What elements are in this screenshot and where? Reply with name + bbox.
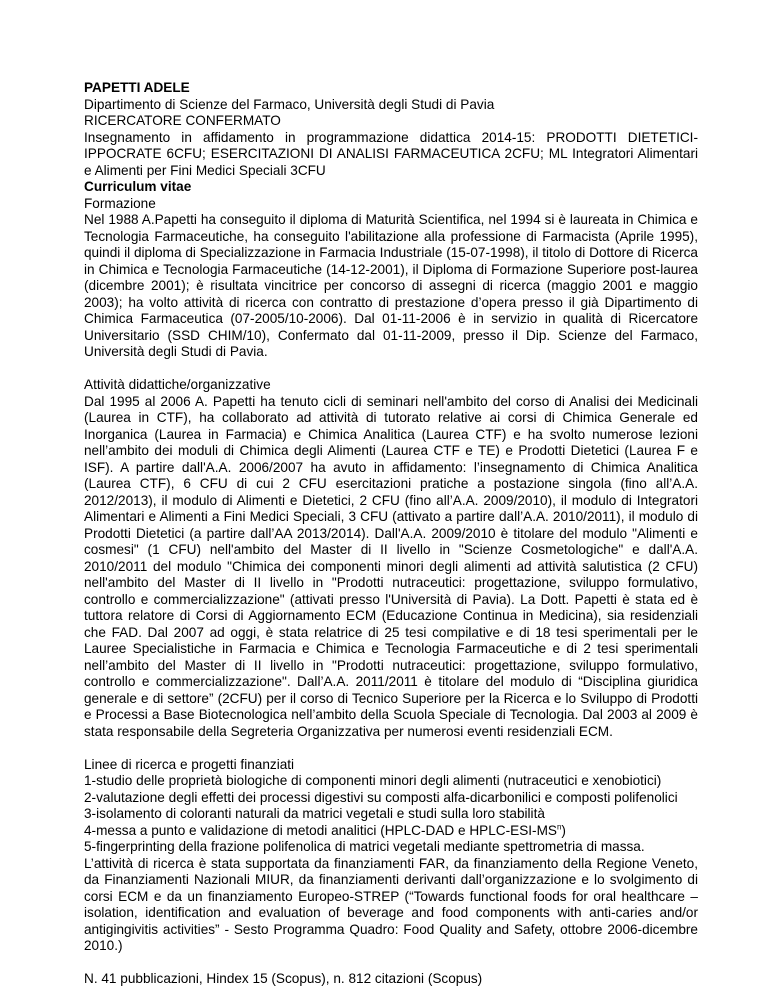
research-line-item: 2-valutazione degli effetti dei processi digestivi su composti alfa-dicarbonilici e composti polifenolici (84, 789, 678, 805)
closing-paren: ) (561, 822, 566, 838)
superscript: n (556, 821, 562, 831)
formazione-text: Nel 1988 A.Papetti ha conseguito il diploma di Maturità Scientifica, nel 1994 si è laureata in Chimica e Tecnologia Farmaceutiche, ha conseguito l'abilitazione alla professione di Farmacista (Aprile 1995), quindi il diploma di Specializzazione in Farmacia Industriale (15-07-1998), il titolo di Dottore di Ricerca in Chimica e Tecnologia Farmaceutiche (14-12-2001), il Diploma di Formazione Superiore post-laurea (dicembre 2001); è risultata vincitrice per concorso di assegni di ricerca (maggio 2001 e maggio 2003); ha volto attività di ricerca con contratto di prestazione d’opera presso il già Dipartimento di Chimica Farmaceutica (07-2005/10-2006). Dal 01-11-2006 è in servizio in qualità di Ricercatore Universitario (SSD CHIM/10), Confermato dal 01-11-2009, presso il Dip. Scienze del Farmaco, Università degli Studi di Pavia. (84, 212, 698, 359)
research-line-item: 1-studio delle proprietà biologiche di componenti minori degli alimenti (nutraceutici e xenobiotici) (84, 773, 662, 788)
research-line-item-4 (84, 823, 698, 840)
formazione-heading: Formazione (84, 195, 156, 211)
spacer (84, 955, 698, 972)
research-line-item-4-text: 4-messa a punto e validazione di metodi analitici (HPLC-DAD e HPLC-ESI-MS (84, 822, 557, 838)
cv-title: Curriculum vitae (84, 179, 192, 194)
publications-summary: N. 41 pubblicazioni, Hindex 15 (Scopus), n. 812 citazioni (Scopus) (84, 971, 483, 986)
role: RICERCATORE CONFERMATO (84, 113, 281, 128)
teaching-assignment: Insegnamento in affidamento in programmazione didattica 2014-15: PRODOTTI DIETETICI-IPPOCRATE 6CFU; ESERCITAZIONI DI ANALISI FARMACEUTICA 2CFU; ML Integratori Alimentari e Alimenti per Fini Medici Speciali 3CFU (84, 129, 698, 178)
didattica-text: Dal 1995 al 2006 A. Papetti ha tenuto cicli di seminari nell'ambito del corso di Analisi dei Medicinali (Laurea in CTF), ha collaborato ad attività di tutorato relative ai corsi di Chimica Generale ed Inorganica (Laurea in Farmacia) e Chimica Analitica (Laurea CTF) e ha svolto numerose lezioni nell’ambito dei moduli di Chimica degli Alimenti (Laurea CTF e TE) e Prodotti Dietetici (Laurea F e ISF). A partire dall'A.A. 2006/2007 ha avuto in affidamento: l’insegnamento di Chimica Analitica (Laurea CTF), 6 CFU di cui 2 CFU esercitazioni pratiche a postazione singola (fino all’A.A. 2012/2013), il modulo di Alimenti e Dietetici, 2 CFU (fino all’A.A. 2009/2010), il modulo di Integratori Alimentari e Alimenti a Fini Medici Speciali, 3 CFU (attivato a partire dall’A.A. 2010/2011), il modulo di Prodotti Dietetici (a partire dall’AA 2013/2014). Dall'A.A. 2009/2010 è titolare del modulo "Alimenti e cosmesi" (1 CFU) nell'ambito del Master di II livello in "Scienze Cosmetologiche" e dall'A.A. 2010/2011 del modulo "Chimica dei componenti minori degli alimenti ad attività salutistica (2 CFU) nell'ambito del Master di II livello in "Prodotti nutraceutici: progettazione, sviluppo formulativo, controllo e commercializzazione" (attivati presso l'Università di Pavia). La Dott. Papetti è stata ed è tuttora relatore di Corsi di Aggiornamento ECM (Educazione Continua in Medicina), sia residenziali che FAD. Dal 2007 ad oggi, è stata relatrice di 25 tesi compilative e di 18 tesi sperimentali per le Lauree Specialistiche in Farmacia e Chimica e Tecnologia Farmaceutiche e di 2 tesi sperimentali nell’ambito del Master di II livello in "Prodotti nutraceutici: progettazione, sviluppo formulativo, controllo e commercializzazione". Dall’A.A. 2011/2011 è titolare del modulo di “Disciplina giuridica generale e di settore” (2CFU) per il corso di Tecnico Superiore per la Ricerca e lo Sviluppo di Prodotti e Processi a Base Biotecnologica nell’ambito della Scuola Speciale di Tecnologia. Dal 2003 al 2009 è stata responsabile della Segreteria Organizzativa per numerosi eventi residenziali ECM. (84, 393, 698, 739)
author-name: PAPETTI ADELE (84, 80, 190, 95)
ricerca-heading: Linee di ricerca e progetti finanziati (84, 756, 295, 772)
didattica-heading: Attività didattiche/organizzative (84, 377, 271, 392)
spacer (84, 361, 698, 378)
funding-text: L’attività di ricerca è stata supportata da finanziamenti FAR, da finanziamento della Regione Veneto, da Finanziamenti Nazionali MIUR, da finanziamenti derivanti dall’organizzazione e lo svolgimento di corsi ECM e da un finanziamento Europeo-STREP (“Towards functional foods for oral healthcare – isolation, identification and evaluation of beverage and food components with anti-caries and/or antigingivitis activities” - Sesto Programma Quadro: Food Quality and Safety, ottobre 2006-dicembre 2010.) (84, 855, 698, 953)
research-line-item: 3-isolamento di coloranti naturali da matrici vegetali e studi sulla loro stabilità (84, 806, 545, 821)
research-line-item: 5-fingerprinting della frazione polifenolica di matrici vegetali mediante spettrometria di massa. (84, 839, 645, 854)
document-page (84, 80, 698, 988)
spacer (84, 740, 698, 757)
department: Dipartimento di Scienze del Farmaco, Università degli Studi di Pavia (84, 96, 495, 112)
